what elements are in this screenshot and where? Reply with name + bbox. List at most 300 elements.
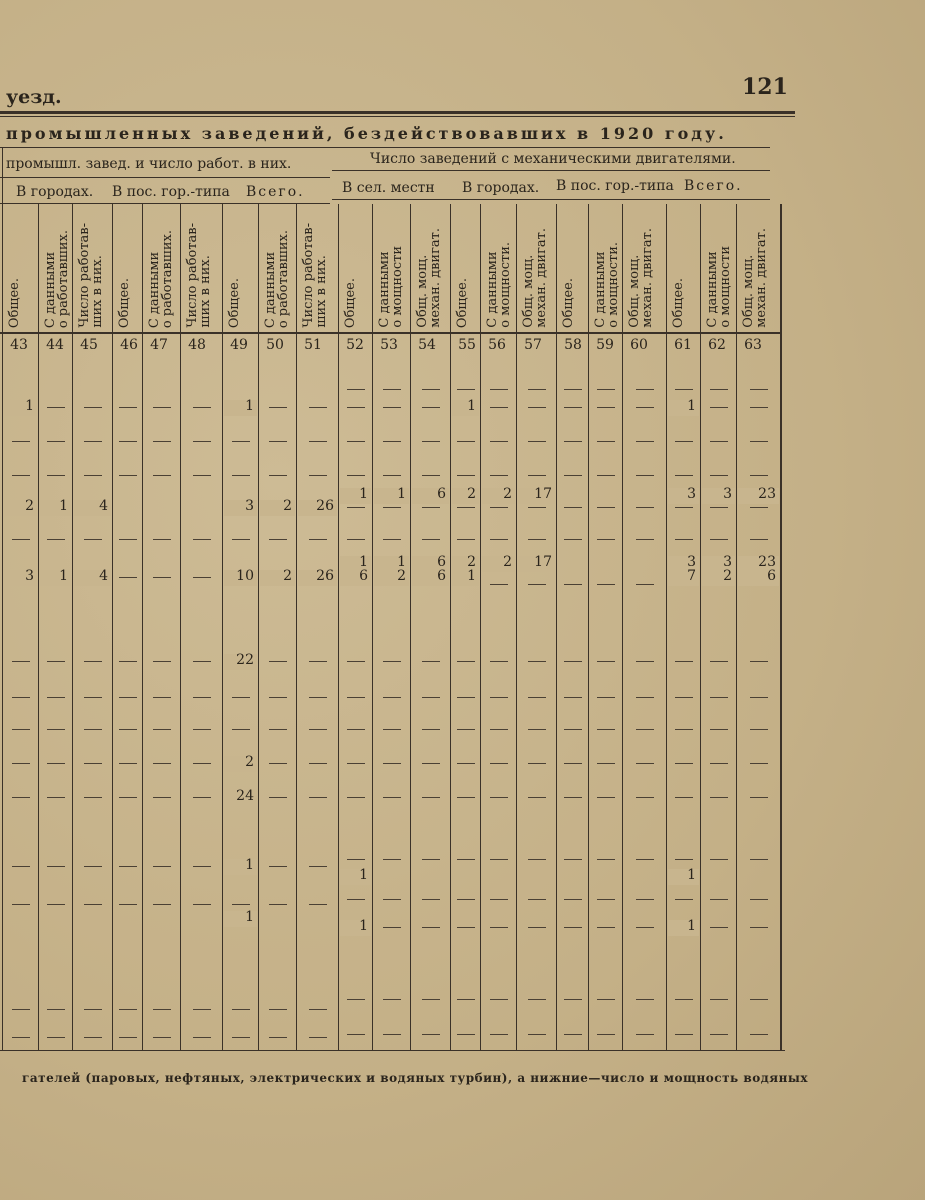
empty-cell-dash: [47, 697, 65, 698]
empty-cell-dash: [675, 999, 693, 1000]
column-header: Общее.: [455, 277, 470, 328]
empty-cell-dash: [422, 763, 440, 764]
empty-cell-dash: [12, 866, 30, 867]
empty-cell-dash: [528, 441, 546, 442]
empty-cell-dash: [750, 999, 768, 1000]
empty-cell-dash: [193, 797, 211, 798]
table-cell: 1: [359, 554, 368, 570]
empty-cell-dash: [457, 441, 475, 442]
empty-cell-dash: [153, 1037, 171, 1038]
empty-cell-dash: [528, 584, 546, 585]
empty-cell-dash: [383, 797, 401, 798]
empty-cell-dash: [84, 866, 102, 867]
empty-cell-dash: [153, 763, 171, 764]
section-left-heading: промышл. завед. и число работ. в них.: [6, 156, 292, 172]
empty-cell-dash: [528, 389, 546, 390]
column-rule: [372, 204, 373, 1050]
section-right-rule: [332, 170, 770, 171]
empty-cell-dash: [597, 539, 615, 540]
table-bottom-rule: [0, 1050, 785, 1051]
empty-cell-dash: [636, 697, 654, 698]
empty-cell-dash: [309, 441, 327, 442]
table-cell: 6: [437, 486, 446, 502]
empty-cell-dash: [490, 797, 508, 798]
empty-cell-dash: [564, 763, 582, 764]
column-number: 49: [230, 337, 248, 353]
empty-cell-dash: [12, 1009, 30, 1010]
empty-cell-dash: [422, 539, 440, 540]
column-header: Общее.: [117, 277, 132, 328]
empty-cell-dash: [12, 904, 30, 905]
empty-cell-dash: [490, 999, 508, 1000]
empty-cell-dash: [564, 729, 582, 730]
group-villages: В сел. местн: [342, 180, 435, 196]
empty-cell-dash: [490, 859, 508, 860]
column-rule: [142, 204, 143, 1050]
empty-cell-dash: [119, 577, 137, 578]
footnote-text: гателей (паровых, нефтяных, электрических и водяных турбин), а нижние—число и мощность водяных: [22, 1071, 809, 1085]
empty-cell-dash: [422, 859, 440, 860]
empty-cell-dash: [84, 1037, 102, 1038]
empty-cell-dash: [232, 697, 250, 698]
column-rule: [180, 204, 181, 1050]
empty-cell-dash: [490, 441, 508, 442]
empty-cell-dash: [750, 407, 768, 408]
table-cell: 6: [437, 568, 446, 584]
empty-cell-dash: [750, 441, 768, 442]
table-cell: 1: [59, 568, 68, 584]
empty-cell-dash: [153, 661, 171, 662]
empty-cell-dash: [564, 475, 582, 476]
empty-cell-dash: [193, 866, 211, 867]
empty-cell-dash: [269, 763, 287, 764]
empty-cell-dash: [490, 584, 508, 585]
empty-cell-dash: [490, 475, 508, 476]
empty-cell-dash: [422, 1034, 440, 1035]
column-header: Число работав- ших в них.: [185, 223, 213, 328]
empty-cell-dash: [193, 539, 211, 540]
column-rule: [556, 204, 557, 1050]
empty-cell-dash: [490, 763, 508, 764]
table-cell: 2: [503, 486, 512, 502]
empty-cell-dash: [750, 899, 768, 900]
column-number: 44: [46, 337, 64, 353]
empty-cell-dash: [636, 389, 654, 390]
empty-cell-dash: [675, 763, 693, 764]
empty-cell-dash: [309, 697, 327, 698]
column-header: С данными о мощности.: [593, 242, 621, 328]
empty-cell-dash: [119, 763, 137, 764]
empty-cell-dash: [597, 441, 615, 442]
table-cell: 7: [687, 568, 696, 584]
table-cell: 1: [687, 867, 696, 883]
empty-cell-dash: [490, 729, 508, 730]
column-header: С данными о мощности: [377, 246, 405, 328]
empty-cell-dash: [636, 507, 654, 508]
header-bottom-rule: [0, 332, 780, 334]
header-district: уезд.: [6, 86, 62, 108]
empty-cell-dash: [309, 763, 327, 764]
column-rule: [112, 204, 113, 1050]
empty-cell-dash: [347, 407, 365, 408]
table-title: промышленных заведений, бездействовавших в 1920 году.: [6, 124, 727, 143]
empty-cell-dash: [490, 661, 508, 662]
empty-cell-dash: [528, 797, 546, 798]
empty-cell-dash: [636, 797, 654, 798]
empty-cell-dash: [12, 441, 30, 442]
column-number: 58: [564, 337, 582, 353]
table-cell: 1: [245, 398, 254, 414]
column-number: 52: [346, 337, 364, 353]
empty-cell-dash: [636, 927, 654, 928]
empty-cell-dash: [193, 661, 211, 662]
empty-cell-dash: [564, 1034, 582, 1035]
empty-cell-dash: [636, 729, 654, 730]
column-number: 55: [458, 337, 476, 353]
empty-cell-dash: [675, 661, 693, 662]
empty-cell-dash: [422, 697, 440, 698]
empty-cell-dash: [528, 763, 546, 764]
group-settlements-2: В пос. гор.-типа: [556, 178, 674, 194]
empty-cell-dash: [750, 797, 768, 798]
empty-cell-dash: [710, 507, 728, 508]
table-cell: 10: [236, 568, 254, 584]
column-number: 47: [150, 337, 168, 353]
table-cell: 1: [59, 498, 68, 514]
empty-cell-dash: [457, 1034, 475, 1035]
empty-cell-dash: [383, 475, 401, 476]
empty-cell-dash: [528, 927, 546, 928]
table-cell: 23: [758, 486, 776, 502]
empty-cell-dash: [597, 729, 615, 730]
empty-cell-dash: [12, 661, 30, 662]
empty-cell-dash: [710, 407, 728, 408]
column-number: 45: [80, 337, 98, 353]
empty-cell-dash: [383, 999, 401, 1000]
empty-cell-dash: [193, 904, 211, 905]
empty-cell-dash: [232, 1037, 250, 1038]
empty-cell-dash: [564, 389, 582, 390]
column-rule: [258, 204, 259, 1050]
empty-cell-dash: [422, 389, 440, 390]
empty-cell-dash: [383, 441, 401, 442]
column-header: Число работав- ших в них.: [77, 223, 105, 328]
empty-cell-dash: [383, 539, 401, 540]
table-cell: 6: [767, 568, 776, 584]
empty-cell-dash: [710, 539, 728, 540]
empty-cell-dash: [636, 899, 654, 900]
empty-cell-dash: [636, 584, 654, 585]
empty-cell-dash: [528, 899, 546, 900]
empty-cell-dash: [47, 661, 65, 662]
empty-cell-dash: [710, 729, 728, 730]
empty-cell-dash: [597, 927, 615, 928]
empty-cell-dash: [84, 904, 102, 905]
empty-cell-dash: [528, 661, 546, 662]
table-cell: 17: [534, 554, 552, 570]
empty-cell-dash: [457, 729, 475, 730]
empty-cell-dash: [153, 539, 171, 540]
empty-cell-dash: [597, 389, 615, 390]
empty-cell-dash: [490, 507, 508, 508]
empty-cell-dash: [309, 904, 327, 905]
column-rule: [72, 204, 73, 1050]
empty-cell-dash: [597, 507, 615, 508]
empty-cell-dash: [119, 1009, 137, 1010]
empty-cell-dash: [710, 475, 728, 476]
empty-cell-dash: [490, 899, 508, 900]
empty-cell-dash: [750, 389, 768, 390]
empty-cell-dash: [564, 999, 582, 1000]
table-cell: 2: [723, 568, 732, 584]
column-header: Общее.: [343, 277, 358, 328]
empty-cell-dash: [636, 763, 654, 764]
column-number: 62: [708, 337, 726, 353]
empty-cell-dash: [347, 797, 365, 798]
empty-cell-dash: [597, 859, 615, 860]
column-number: 59: [596, 337, 614, 353]
column-rule: [700, 204, 701, 1050]
empty-cell-dash: [710, 899, 728, 900]
column-rule: [736, 204, 737, 1050]
column-header: Общее.: [7, 277, 22, 328]
empty-cell-dash: [84, 407, 102, 408]
column-header: С данными о мощности.: [485, 242, 513, 328]
empty-cell-dash: [383, 661, 401, 662]
empty-cell-dash: [347, 729, 365, 730]
empty-cell-dash: [422, 729, 440, 730]
empty-cell-dash: [383, 859, 401, 860]
table-cell: 3: [25, 568, 34, 584]
empty-cell-dash: [383, 507, 401, 508]
empty-cell-dash: [710, 763, 728, 764]
column-header: Общее.: [227, 277, 242, 328]
table-cell: 1: [25, 398, 34, 414]
empty-cell-dash: [12, 539, 30, 540]
table-cell: 1: [245, 909, 254, 925]
group-rule-left: [0, 203, 330, 204]
empty-cell-dash: [383, 407, 401, 408]
empty-cell-dash: [153, 904, 171, 905]
empty-cell-dash: [309, 475, 327, 476]
empty-cell-dash: [84, 797, 102, 798]
empty-cell-dash: [457, 859, 475, 860]
empty-cell-dash: [710, 927, 728, 928]
empty-cell-dash: [119, 661, 137, 662]
empty-cell-dash: [750, 927, 768, 928]
empty-cell-dash: [84, 539, 102, 540]
empty-cell-dash: [193, 697, 211, 698]
empty-cell-dash: [84, 441, 102, 442]
empty-cell-dash: [232, 441, 250, 442]
empty-cell-dash: [119, 475, 137, 476]
table-cell: 1: [687, 398, 696, 414]
group-total-2: Всего.: [684, 178, 743, 194]
empty-cell-dash: [269, 866, 287, 867]
empty-cell-dash: [675, 539, 693, 540]
empty-cell-dash: [153, 697, 171, 698]
empty-cell-dash: [457, 539, 475, 540]
empty-cell-dash: [528, 999, 546, 1000]
empty-cell-dash: [675, 729, 693, 730]
column-number: 57: [524, 337, 542, 353]
table-cell: 4: [99, 498, 108, 514]
empty-cell-dash: [193, 763, 211, 764]
table-cell: 23: [758, 554, 776, 570]
empty-cell-dash: [528, 475, 546, 476]
empty-cell-dash: [119, 1037, 137, 1038]
empty-cell-dash: [383, 899, 401, 900]
empty-cell-dash: [347, 661, 365, 662]
empty-cell-dash: [309, 866, 327, 867]
empty-cell-dash: [528, 729, 546, 730]
empty-cell-dash: [12, 763, 30, 764]
empty-cell-dash: [750, 763, 768, 764]
empty-cell-dash: [564, 697, 582, 698]
table-cell: 2: [283, 498, 292, 514]
empty-cell-dash: [457, 475, 475, 476]
table-cell: 3: [723, 486, 732, 502]
empty-cell-dash: [347, 389, 365, 390]
empty-cell-dash: [347, 475, 365, 476]
empty-cell-dash: [12, 1037, 30, 1038]
column-number: 51: [304, 337, 322, 353]
column-header: Общ. мощ. механ. двигат.: [741, 228, 769, 328]
group-rule-right: [332, 199, 770, 200]
column-rule: [38, 204, 39, 1050]
empty-cell-dash: [675, 859, 693, 860]
empty-cell-dash: [422, 797, 440, 798]
table-cell: 26: [316, 498, 334, 514]
empty-cell-dash: [347, 697, 365, 698]
empty-cell-dash: [422, 899, 440, 900]
empty-cell-dash: [564, 859, 582, 860]
table-cell: 4: [99, 568, 108, 584]
empty-cell-dash: [153, 866, 171, 867]
group-towns-1: В городах.: [16, 184, 94, 200]
empty-cell-dash: [597, 1034, 615, 1035]
empty-cell-dash: [383, 927, 401, 928]
empty-cell-dash: [12, 729, 30, 730]
empty-cell-dash: [47, 407, 65, 408]
empty-cell-dash: [528, 539, 546, 540]
empty-cell-dash: [457, 661, 475, 662]
empty-cell-dash: [269, 1037, 287, 1038]
section-left-rule: [0, 177, 330, 178]
empty-cell-dash: [597, 797, 615, 798]
empty-cell-dash: [528, 697, 546, 698]
column-header: Общ. мощ. механ. двигат.: [627, 228, 655, 328]
top-rule: [0, 111, 795, 114]
empty-cell-dash: [347, 507, 365, 508]
table-cell: 1: [467, 568, 476, 584]
empty-cell-dash: [675, 1034, 693, 1035]
column-number: 60: [630, 337, 648, 353]
empty-cell-dash: [675, 507, 693, 508]
column-rule: [588, 204, 589, 1050]
empty-cell-dash: [309, 1009, 327, 1010]
empty-cell-dash: [232, 729, 250, 730]
empty-cell-dash: [84, 475, 102, 476]
empty-cell-dash: [383, 1034, 401, 1035]
empty-cell-dash: [309, 797, 327, 798]
empty-cell-dash: [47, 866, 65, 867]
empty-cell-dash: [269, 539, 287, 540]
column-header: Число работав- ших в них.: [301, 223, 329, 328]
column-header: Общ. мощ. механ. двигат.: [521, 228, 549, 328]
empty-cell-dash: [528, 859, 546, 860]
table-cell: 3: [723, 554, 732, 570]
empty-cell-dash: [193, 1037, 211, 1038]
empty-cell-dash: [347, 763, 365, 764]
empty-cell-dash: [422, 661, 440, 662]
column-number: 56: [488, 337, 506, 353]
empty-cell-dash: [47, 441, 65, 442]
empty-cell-dash: [47, 797, 65, 798]
empty-cell-dash: [597, 763, 615, 764]
empty-cell-dash: [269, 441, 287, 442]
empty-cell-dash: [564, 797, 582, 798]
empty-cell-dash: [597, 661, 615, 662]
empty-cell-dash: [47, 763, 65, 764]
empty-cell-dash: [490, 407, 508, 408]
table-cell: 1: [359, 867, 368, 883]
empty-cell-dash: [383, 389, 401, 390]
empty-cell-dash: [269, 797, 287, 798]
column-rule: [410, 204, 411, 1050]
empty-cell-dash: [490, 697, 508, 698]
table-cell: 1: [687, 918, 696, 934]
empty-cell-dash: [675, 797, 693, 798]
column-rule: [622, 204, 623, 1050]
empty-cell-dash: [710, 441, 728, 442]
empty-cell-dash: [750, 697, 768, 698]
empty-cell-dash: [193, 1009, 211, 1010]
empty-cell-dash: [636, 999, 654, 1000]
column-rule: [296, 204, 297, 1050]
empty-cell-dash: [269, 697, 287, 698]
empty-cell-dash: [597, 584, 615, 585]
empty-cell-dash: [153, 475, 171, 476]
empty-cell-dash: [269, 475, 287, 476]
table-cell: 17: [534, 486, 552, 502]
empty-cell-dash: [269, 1009, 287, 1010]
empty-cell-dash: [710, 389, 728, 390]
empty-cell-dash: [347, 539, 365, 540]
empty-cell-dash: [710, 1034, 728, 1035]
table-cell: 1: [359, 486, 368, 502]
column-header: С данными о мощности: [705, 246, 733, 328]
table-cell: 2: [467, 554, 476, 570]
column-number: 43: [10, 337, 28, 353]
column-number: 46: [120, 337, 138, 353]
empty-cell-dash: [675, 441, 693, 442]
empty-cell-dash: [710, 661, 728, 662]
empty-cell-dash: [564, 407, 582, 408]
empty-cell-dash: [597, 475, 615, 476]
empty-cell-dash: [636, 1034, 654, 1035]
empty-cell-dash: [47, 1009, 65, 1010]
column-header: Общее.: [671, 277, 686, 328]
empty-cell-dash: [528, 1034, 546, 1035]
table-cell: 3: [687, 554, 696, 570]
table-cell: 2: [245, 754, 254, 770]
empty-cell-dash: [422, 475, 440, 476]
empty-cell-dash: [47, 904, 65, 905]
table-cell: 3: [687, 486, 696, 502]
empty-cell-dash: [269, 904, 287, 905]
empty-cell-dash: [84, 1009, 102, 1010]
